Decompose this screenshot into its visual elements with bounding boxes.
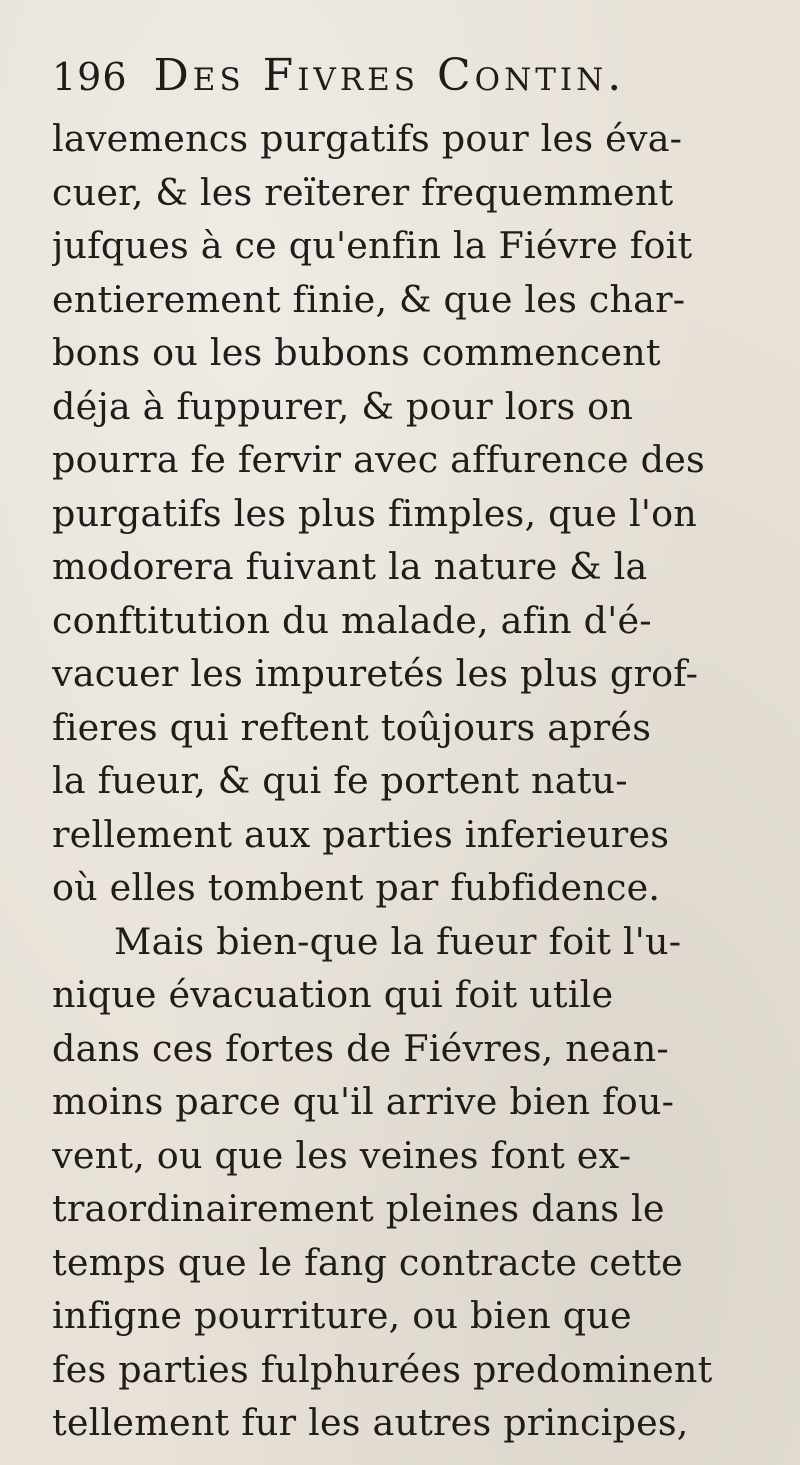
text-line: modorera fuivant la nature & la	[52, 545, 648, 588]
text-line: vacuer les impuretés les plus grof-	[52, 652, 699, 695]
text-line: bons ou les bubons commencent	[52, 331, 661, 374]
text-line: où elles tombent par fubfidence.	[52, 866, 661, 909]
text-line: lavemencs purgatifs pour les éva-	[52, 117, 683, 160]
text-line: rellement aux parties inferieures	[52, 812, 670, 856]
text-line: jufques à ce qu'enfin la Fiévre foit	[52, 224, 693, 267]
text-line: déja à fuppurer, & pour lors on	[52, 384, 634, 428]
text-line: tellement fur les autres principes,	[52, 1401, 689, 1444]
page-header	[52, 50, 752, 110]
text-line: nique évacuation qui foit utile	[52, 973, 614, 1016]
page-number: 196	[52, 55, 128, 99]
text-line: moins parce qu'il arrive bien fou-	[52, 1080, 675, 1123]
text-line: pourra fe fervir avec affurence des	[52, 438, 705, 481]
text-line: infigne pourriture, ou bien que	[52, 1294, 632, 1337]
text-line: entierement finie, & que les char-	[52, 277, 686, 321]
text-line: fes parties fulphurées predominent	[52, 1347, 713, 1391]
text-line: la fueur, & qui fe portent natu-	[52, 759, 628, 802]
text-line: cuer, & les reïterer frequemment	[52, 170, 674, 214]
body-text	[52, 112, 764, 1450]
text-line: traordinairement pleines dans le	[52, 1187, 665, 1230]
text-line: vent, ou que les veines font ex-	[52, 1133, 632, 1177]
text-line: temps que le fang contracte cette	[52, 1240, 683, 1284]
text-line: purgatifs les plus fimples, que l'on	[52, 491, 697, 535]
paragraph-first-line: Mais bien-que la fueur foit l'u-	[114, 919, 682, 963]
text-line: dans ces fortes de Fiévres, nean-	[52, 1026, 669, 1070]
text-line: fieres qui reftent toûjours aprés	[52, 705, 652, 749]
text-line: conftitution du malade, afin d'é-	[52, 598, 652, 642]
running-head: Des Fivres Contin.	[153, 50, 626, 101]
